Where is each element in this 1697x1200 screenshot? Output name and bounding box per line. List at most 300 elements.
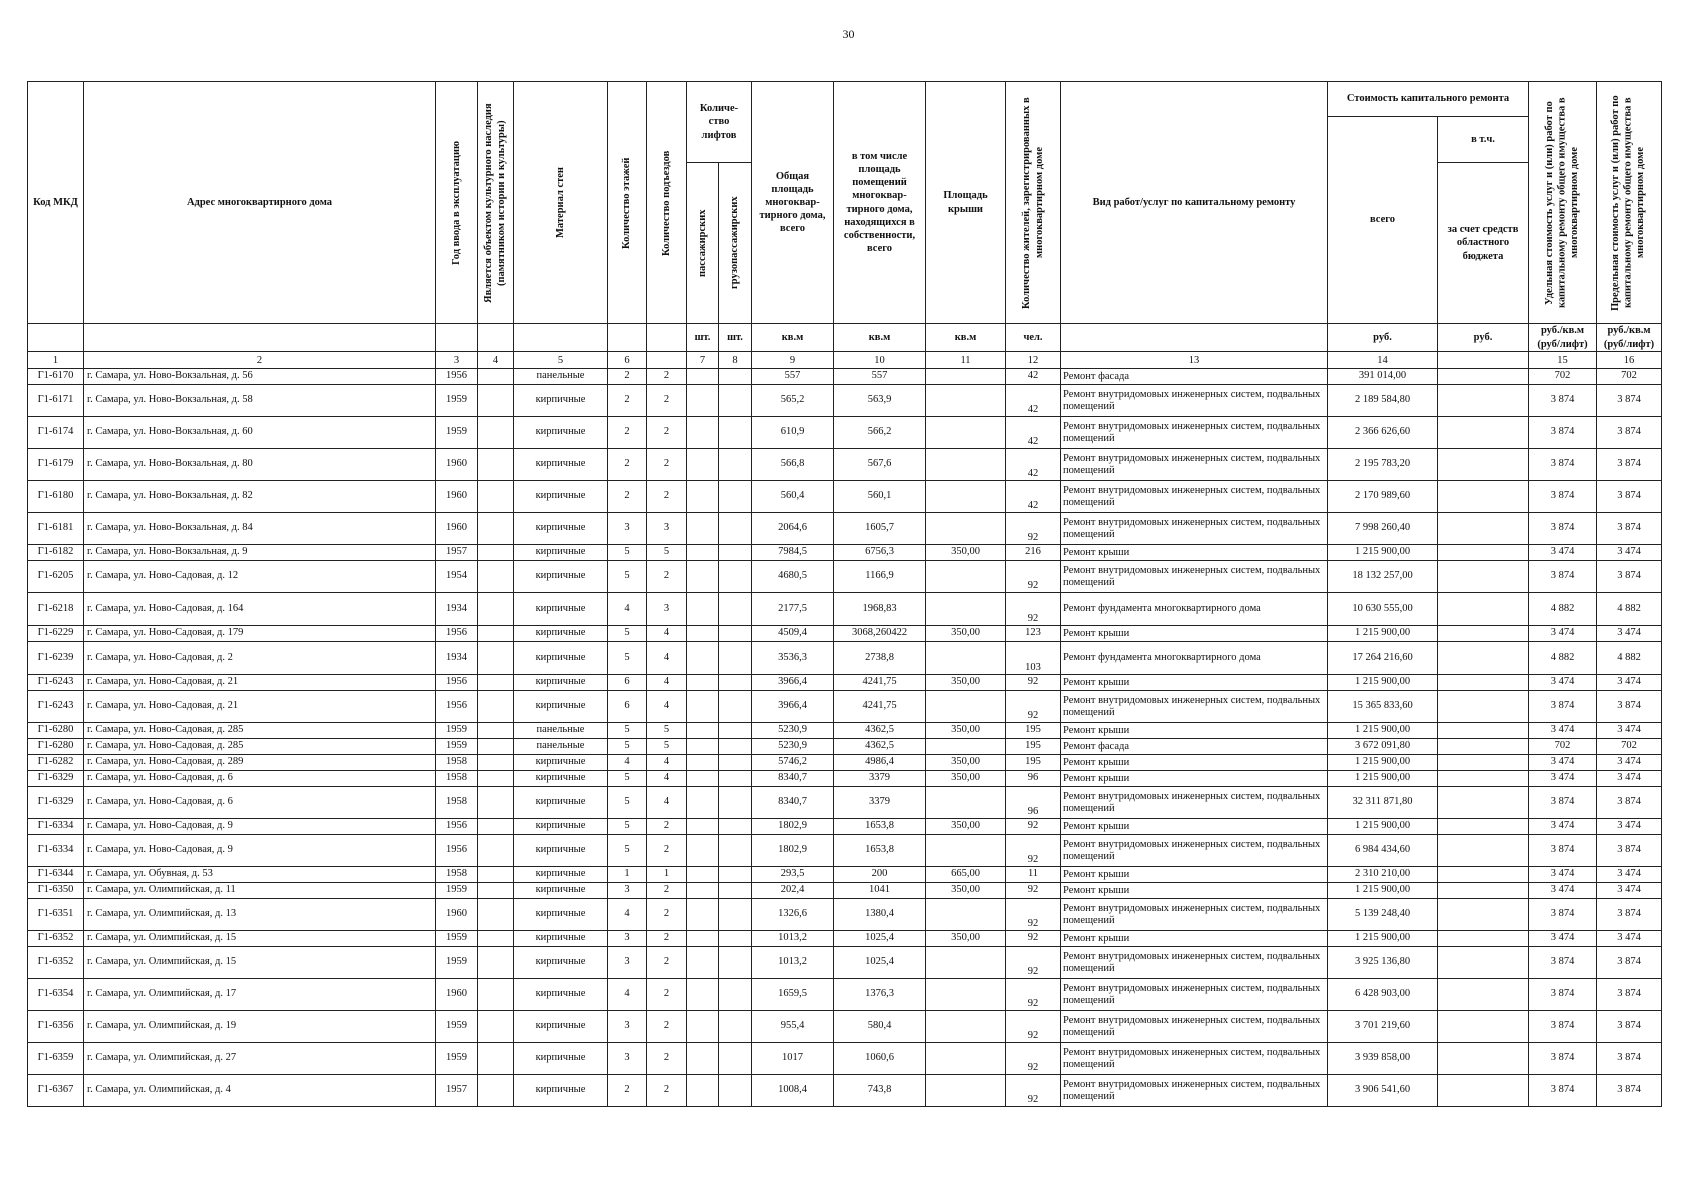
unit-rate: руб./кв.м (руб/лифт): [1529, 324, 1597, 352]
cell-entrances: 2: [647, 1075, 687, 1107]
column-number: [1438, 352, 1529, 369]
cell-lifts-passenger: [687, 417, 719, 449]
header-heritage: Является объектом культурного наследия (памятником истории и культуры): [478, 82, 514, 324]
cell-address: г. Самара, ул. Ново-Вокзальная, д. 82: [84, 481, 436, 513]
cell-lifts-cargo: [719, 561, 752, 593]
cell-owned-area: 563,9: [834, 385, 926, 417]
cell-work-type: Ремонт внутридомовых инженерных систем, подвальных помещений: [1061, 1043, 1328, 1075]
table-row: [28, 593, 1662, 626]
cell-owned-area: 1376,3: [834, 979, 926, 1011]
cell-unit-cost: 3 474: [1529, 819, 1597, 835]
cell-owned-area: 1166,9: [834, 561, 926, 593]
cell-year: 1959: [436, 385, 478, 417]
cell-year: 1959: [436, 417, 478, 449]
table-row: [28, 1043, 1662, 1075]
cell-cost-total: 1 215 900,00: [1328, 771, 1438, 787]
cell-work-type: Ремонт внутридомовых инженерных систем, подвальных помещений: [1061, 947, 1328, 979]
cell-unit-cost: 3 474: [1529, 723, 1597, 739]
table-row: [28, 931, 1662, 947]
cell-work-type: Ремонт крыши: [1061, 819, 1328, 835]
cell-year: 1959: [436, 723, 478, 739]
cell-total-area: 560,4: [752, 481, 834, 513]
table-row: [28, 819, 1662, 835]
cell-roof-area: [926, 369, 1006, 385]
cell-work-type: Ремонт крыши: [1061, 883, 1328, 899]
cell-code: Г1-6282: [28, 755, 84, 771]
cell-unit-cost: 3 874: [1529, 899, 1597, 931]
cell-total-area: 4509,4: [752, 626, 834, 642]
cell-residents: 92: [1006, 513, 1061, 545]
cell-year: 1956: [436, 691, 478, 723]
cell-floors: 2: [608, 449, 647, 481]
cell-lifts-passenger: [687, 545, 719, 561]
header-work-type: Вид работ/услуг по капитальному ремонту: [1061, 82, 1328, 324]
table-row: [28, 626, 1662, 642]
cell-year: 1960: [436, 513, 478, 545]
cell-walls: панельные: [514, 723, 608, 739]
cell-heritage: [478, 787, 514, 819]
cell-residents: 195: [1006, 723, 1061, 739]
cell-heritage: [478, 417, 514, 449]
cell-cost-regional: [1438, 979, 1529, 1011]
cell-roof-area: [926, 979, 1006, 1011]
cell-heritage: [478, 931, 514, 947]
cell-lifts-passenger: [687, 691, 719, 723]
cell-roof-area: [926, 1011, 1006, 1043]
cell-owned-area: 4241,75: [834, 675, 926, 691]
cell-entrances: 5: [647, 723, 687, 739]
header-incl: в т.ч.: [1438, 117, 1529, 163]
cell-lifts-cargo: [719, 723, 752, 739]
cell-walls: кирпичные: [514, 417, 608, 449]
column-number: 10: [834, 352, 926, 369]
cell-residents: 92: [1006, 1043, 1061, 1075]
cell-work-type: Ремонт внутридомовых инженерных систем, подвальных помещений: [1061, 481, 1328, 513]
cell-lifts-passenger: [687, 449, 719, 481]
cell-walls: кирпичные: [514, 593, 608, 626]
cell-residents: 42: [1006, 369, 1061, 385]
cell-owned-area: 567,6: [834, 449, 926, 481]
table-row: [28, 883, 1662, 899]
cell-year: 1956: [436, 675, 478, 691]
cell-walls: кирпичные: [514, 1043, 608, 1075]
cell-residents: 92: [1006, 1075, 1061, 1107]
cell-cost-regional: [1438, 723, 1529, 739]
column-number: 2: [84, 352, 436, 369]
cell-limit-cost: 3 474: [1597, 545, 1662, 561]
cell-limit-cost: 702: [1597, 739, 1662, 755]
cell-heritage: [478, 642, 514, 675]
cell-floors: 5: [608, 642, 647, 675]
cell-heritage: [478, 723, 514, 739]
cell-residents: 92: [1006, 819, 1061, 835]
table-row: [28, 947, 1662, 979]
cell-lifts-cargo: [719, 883, 752, 899]
cell-unit-cost: 3 474: [1529, 626, 1597, 642]
cell-year: 1960: [436, 481, 478, 513]
cell-entrances: 2: [647, 899, 687, 931]
cell-entrances: 2: [647, 979, 687, 1011]
cell-cost-regional: [1438, 931, 1529, 947]
cell-residents: 195: [1006, 755, 1061, 771]
cell-lifts-passenger: [687, 513, 719, 545]
cell-address: г. Самара, ул. Ново-Садовая, д. 285: [84, 723, 436, 739]
cell-code: Г1-6367: [28, 1075, 84, 1107]
cell-year: 1934: [436, 642, 478, 675]
cell-walls: кирпичные: [514, 626, 608, 642]
cell-cost-total: 6 428 903,00: [1328, 979, 1438, 1011]
cell-floors: 5: [608, 835, 647, 867]
cell-entrances: 4: [647, 626, 687, 642]
cell-total-area: 565,2: [752, 385, 834, 417]
cell-unit-cost: 3 874: [1529, 385, 1597, 417]
cell-residents: 92: [1006, 979, 1061, 1011]
cell-unit-cost: 3 874: [1529, 513, 1597, 545]
cell-code: Г1-6182: [28, 545, 84, 561]
cell-lifts-cargo: [719, 385, 752, 417]
cell-year: 1959: [436, 883, 478, 899]
cell-address: г. Самара, ул. Ново-Садовая, д. 6: [84, 787, 436, 819]
cell-cost-regional: [1438, 369, 1529, 385]
cell-work-type: Ремонт крыши: [1061, 626, 1328, 642]
cell-floors: 2: [608, 417, 647, 449]
page-number: 30: [842, 27, 855, 41]
table-row: [28, 835, 1662, 867]
cell-entrances: 2: [647, 1043, 687, 1075]
cell-address: г. Самара, ул. Ново-Садовая, д. 6: [84, 771, 436, 787]
cell-total-area: 1017: [752, 1043, 834, 1075]
cell-walls: кирпичные: [514, 755, 608, 771]
cell-heritage: [478, 771, 514, 787]
cell-entrances: 2: [647, 417, 687, 449]
cell-roof-area: [926, 449, 1006, 481]
cell-residents: 92: [1006, 1011, 1061, 1043]
cell-unit-cost: 3 874: [1529, 979, 1597, 1011]
cell-total-area: 5230,9: [752, 723, 834, 739]
cell-total-area: 2177,5: [752, 593, 834, 626]
cell-owned-area: 557: [834, 369, 926, 385]
header-year: Год ввода в эксплуатацию: [436, 82, 478, 324]
cell-floors: 3: [608, 947, 647, 979]
cell-code: Г1-6329: [28, 771, 84, 787]
cell-total-area: 8340,7: [752, 771, 834, 787]
cell-lifts-passenger: [687, 787, 719, 819]
cell-heritage: [478, 947, 514, 979]
cell-roof-area: 350,00: [926, 626, 1006, 642]
cell-owned-area: 1380,4: [834, 899, 926, 931]
column-number: 4: [478, 352, 514, 369]
table-row: [28, 691, 1662, 723]
cell-year: 1960: [436, 979, 478, 1011]
cell-residents: 103: [1006, 642, 1061, 675]
cell-year: 1956: [436, 819, 478, 835]
cell-cost-regional: [1438, 1043, 1529, 1075]
cell-residents: 42: [1006, 449, 1061, 481]
cell-owned-area: 1653,8: [834, 819, 926, 835]
column-number: 11: [926, 352, 1006, 369]
cell-cost-regional: [1438, 755, 1529, 771]
cell-total-area: 1008,4: [752, 1075, 834, 1107]
cell-code: Г1-6280: [28, 723, 84, 739]
cell-year: 1958: [436, 755, 478, 771]
cell-lifts-cargo: [719, 1075, 752, 1107]
cell-owned-area: 200: [834, 867, 926, 883]
cell-limit-cost: 3 874: [1597, 979, 1662, 1011]
table-row: [28, 561, 1662, 593]
unit-sqm: кв.м: [926, 324, 1006, 352]
cell-heritage: [478, 835, 514, 867]
cell-lifts-cargo: [719, 626, 752, 642]
cell-roof-area: [926, 899, 1006, 931]
cell-roof-area: [926, 481, 1006, 513]
header-owned-area: в том числе площадь помещений многоквар-тирного дома, находящихся в собственности, всего: [834, 82, 926, 324]
header-entrances: Количество подъездов: [647, 82, 687, 324]
cell-cost-regional: [1438, 947, 1529, 979]
cell-roof-area: 350,00: [926, 771, 1006, 787]
header-lifts-passenger: пассажирских: [687, 163, 719, 324]
cell-walls: кирпичные: [514, 899, 608, 931]
cell-heritage: [478, 867, 514, 883]
cell-work-type: Ремонт внутридомовых инженерных систем, подвальных помещений: [1061, 1011, 1328, 1043]
cell-address: г. Самара, ул. Олимпийская, д. 19: [84, 1011, 436, 1043]
cell-address: г. Самара, ул. Ново-Садовая, д. 9: [84, 835, 436, 867]
cell-unit-cost: 3 874: [1529, 1075, 1597, 1107]
cell-heritage: [478, 626, 514, 642]
cell-walls: кирпичные: [514, 642, 608, 675]
cell-walls: кирпичные: [514, 481, 608, 513]
cell-total-area: 557: [752, 369, 834, 385]
cell-lifts-passenger: [687, 867, 719, 883]
cell-unit-cost: 4 882: [1529, 642, 1597, 675]
cell-owned-area: 4362,5: [834, 739, 926, 755]
cell-lifts-passenger: [687, 883, 719, 899]
cell-roof-area: [926, 417, 1006, 449]
cell-limit-cost: 3 874: [1597, 449, 1662, 481]
cell-work-type: Ремонт крыши: [1061, 771, 1328, 787]
cell-limit-cost: 3 874: [1597, 787, 1662, 819]
unit-rub: руб.: [1438, 324, 1529, 352]
cell-total-area: 4680,5: [752, 561, 834, 593]
cell-code: Г1-6170: [28, 369, 84, 385]
cell-heritage: [478, 739, 514, 755]
cell-address: г. Самара, ул. Ново-Вокзальная, д. 84: [84, 513, 436, 545]
cell-code: Г1-6229: [28, 626, 84, 642]
cell-lifts-cargo: [719, 755, 752, 771]
cell-unit-cost: 3 474: [1529, 931, 1597, 947]
cell-entrances: 2: [647, 561, 687, 593]
cell-unit-cost: 3 474: [1529, 755, 1597, 771]
cell-floors: 4: [608, 979, 647, 1011]
cell-cost-total: 10 630 555,00: [1328, 593, 1438, 626]
unit-people: чел.: [1006, 324, 1061, 352]
cell-address: г. Самара, ул. Ново-Вокзальная, д. 60: [84, 417, 436, 449]
cell-heritage: [478, 369, 514, 385]
cell-limit-cost: 3 874: [1597, 417, 1662, 449]
cell-lifts-cargo: [719, 867, 752, 883]
column-number: 7: [687, 352, 719, 369]
cell-code: Г1-6181: [28, 513, 84, 545]
cell-lifts-cargo: [719, 593, 752, 626]
cell-owned-area: 3068,260422: [834, 626, 926, 642]
cell-lifts-cargo: [719, 947, 752, 979]
cell-cost-regional: [1438, 385, 1529, 417]
cell-floors: 4: [608, 755, 647, 771]
cell-cost-regional: [1438, 739, 1529, 755]
cell-cost-regional: [1438, 1011, 1529, 1043]
table-row: [28, 771, 1662, 787]
cell-address: г. Самара, ул. Ново-Садовая, д. 21: [84, 675, 436, 691]
header-cost-regional: за счет средств областного бюджета: [1438, 163, 1529, 324]
column-number: 6: [608, 352, 647, 369]
cell-limit-cost: 3 874: [1597, 947, 1662, 979]
cell-cost-total: 32 311 871,80: [1328, 787, 1438, 819]
cell-year: 1959: [436, 931, 478, 947]
cell-cost-total: 2 310 210,00: [1328, 867, 1438, 883]
cell-address: г. Самара, ул. Олимпийская, д. 15: [84, 931, 436, 947]
table-row: [28, 417, 1662, 449]
cell-heritage: [478, 1075, 514, 1107]
cell-work-type: Ремонт внутридомовых инженерных систем, подвальных помещений: [1061, 979, 1328, 1011]
unit-pcs: шт.: [687, 324, 719, 352]
cell-limit-cost: 3 474: [1597, 771, 1662, 787]
cell-roof-area: [926, 385, 1006, 417]
cell-roof-area: [926, 835, 1006, 867]
cell-lifts-cargo: [719, 449, 752, 481]
cell-year: 1957: [436, 545, 478, 561]
cell-year: 1959: [436, 1011, 478, 1043]
cell-lifts-cargo: [719, 545, 752, 561]
cell-year: 1959: [436, 947, 478, 979]
cell-year: 1957: [436, 1075, 478, 1107]
cell-total-area: 955,4: [752, 1011, 834, 1043]
cell-roof-area: [926, 739, 1006, 755]
cell-cost-regional: [1438, 626, 1529, 642]
cell-limit-cost: 3 874: [1597, 1075, 1662, 1107]
cell-lifts-cargo: [719, 771, 752, 787]
cell-code: Г1-6218: [28, 593, 84, 626]
table-row: [28, 642, 1662, 675]
cell-work-type: Ремонт фундамента многоквартирного дома: [1061, 642, 1328, 675]
cell-unit-cost: 3 874: [1529, 449, 1597, 481]
cell-code: Г1-6354: [28, 979, 84, 1011]
cell-total-area: 566,8: [752, 449, 834, 481]
cell-lifts-cargo: [719, 691, 752, 723]
header-lifts-cargo: грузопассажирских: [719, 163, 752, 324]
cell-walls: кирпичные: [514, 931, 608, 947]
cell-cost-regional: [1438, 819, 1529, 835]
cell-cost-total: 1 215 900,00: [1328, 931, 1438, 947]
cell-heritage: [478, 545, 514, 561]
cell-floors: 6: [608, 691, 647, 723]
cell-lifts-passenger: [687, 899, 719, 931]
cell-lifts-passenger: [687, 369, 719, 385]
cell-cost-regional: [1438, 481, 1529, 513]
cell-floors: 6: [608, 675, 647, 691]
cell-lifts-passenger: [687, 385, 719, 417]
cell-work-type: Ремонт крыши: [1061, 755, 1328, 771]
cell-roof-area: [926, 691, 1006, 723]
cell-walls: кирпичные: [514, 787, 608, 819]
cell-roof-area: 350,00: [926, 755, 1006, 771]
cell-walls: кирпичные: [514, 835, 608, 867]
unit-sqm: кв.м: [834, 324, 926, 352]
cell-address: г. Самара, ул. Олимпийская, д. 27: [84, 1043, 436, 1075]
cell-entrances: 3: [647, 593, 687, 626]
cell-entrances: 1: [647, 867, 687, 883]
cell-entrances: 5: [647, 739, 687, 755]
cell-residents: 216: [1006, 545, 1061, 561]
cell-limit-cost: 3 474: [1597, 883, 1662, 899]
cell-floors: 5: [608, 545, 647, 561]
cell-year: 1958: [436, 787, 478, 819]
cell-entrances: 4: [647, 755, 687, 771]
table-row: [28, 449, 1662, 481]
cell-cost-total: 18 132 257,00: [1328, 561, 1438, 593]
cell-lifts-passenger: [687, 835, 719, 867]
cell-address: г. Самара, ул. Ново-Садовая, д. 21: [84, 691, 436, 723]
cell-cost-regional: [1438, 449, 1529, 481]
cell-lifts-cargo: [719, 931, 752, 947]
cell-total-area: 3966,4: [752, 675, 834, 691]
cell-year: 1954: [436, 561, 478, 593]
cell-entrances: 4: [647, 691, 687, 723]
cell-lifts-cargo: [719, 1043, 752, 1075]
cell-work-type: Ремонт внутридомовых инженерных систем, подвальных помещений: [1061, 449, 1328, 481]
cell-entrances: 2: [647, 883, 687, 899]
column-number: 5: [514, 352, 608, 369]
cell-lifts-passenger: [687, 626, 719, 642]
table-row: [28, 867, 1662, 883]
column-number: 9: [752, 352, 834, 369]
cell-walls: кирпичные: [514, 561, 608, 593]
cell-entrances: 4: [647, 675, 687, 691]
cell-cost-total: 1 215 900,00: [1328, 819, 1438, 835]
cell-unit-cost: 3 474: [1529, 675, 1597, 691]
cell-lifts-cargo: [719, 1011, 752, 1043]
cell-lifts-cargo: [719, 787, 752, 819]
cell-heritage: [478, 1011, 514, 1043]
cell-floors: 5: [608, 626, 647, 642]
cell-lifts-cargo: [719, 675, 752, 691]
cell-lifts-passenger: [687, 1043, 719, 1075]
cell-cost-total: 15 365 833,60: [1328, 691, 1438, 723]
cell-limit-cost: 3 474: [1597, 755, 1662, 771]
column-numbers-row: [28, 352, 1662, 369]
cell-unit-cost: 702: [1529, 739, 1597, 755]
column-number: 3: [436, 352, 478, 369]
cell-floors: 5: [608, 787, 647, 819]
cell-floors: 3: [608, 883, 647, 899]
cell-residents: 92: [1006, 931, 1061, 947]
cell-cost-regional: [1438, 513, 1529, 545]
cell-roof-area: 350,00: [926, 723, 1006, 739]
cell-lifts-cargo: [719, 979, 752, 1011]
cell-floors: 5: [608, 561, 647, 593]
cell-year: 1960: [436, 899, 478, 931]
cell-cost-regional: [1438, 417, 1529, 449]
unit-rub: руб.: [1328, 324, 1438, 352]
cell-unit-cost: 3 874: [1529, 1043, 1597, 1075]
cell-owned-area: 1968,83: [834, 593, 926, 626]
cell-total-area: 1802,9: [752, 819, 834, 835]
cell-cost-total: 1 215 900,00: [1328, 545, 1438, 561]
cell-work-type: Ремонт внутридомовых инженерных систем, подвальных помещений: [1061, 787, 1328, 819]
cell-year: 1956: [436, 835, 478, 867]
cell-lifts-passenger: [687, 593, 719, 626]
table-row: [28, 675, 1662, 691]
cell-code: Г1-6179: [28, 449, 84, 481]
cell-limit-cost: 3 874: [1597, 835, 1662, 867]
